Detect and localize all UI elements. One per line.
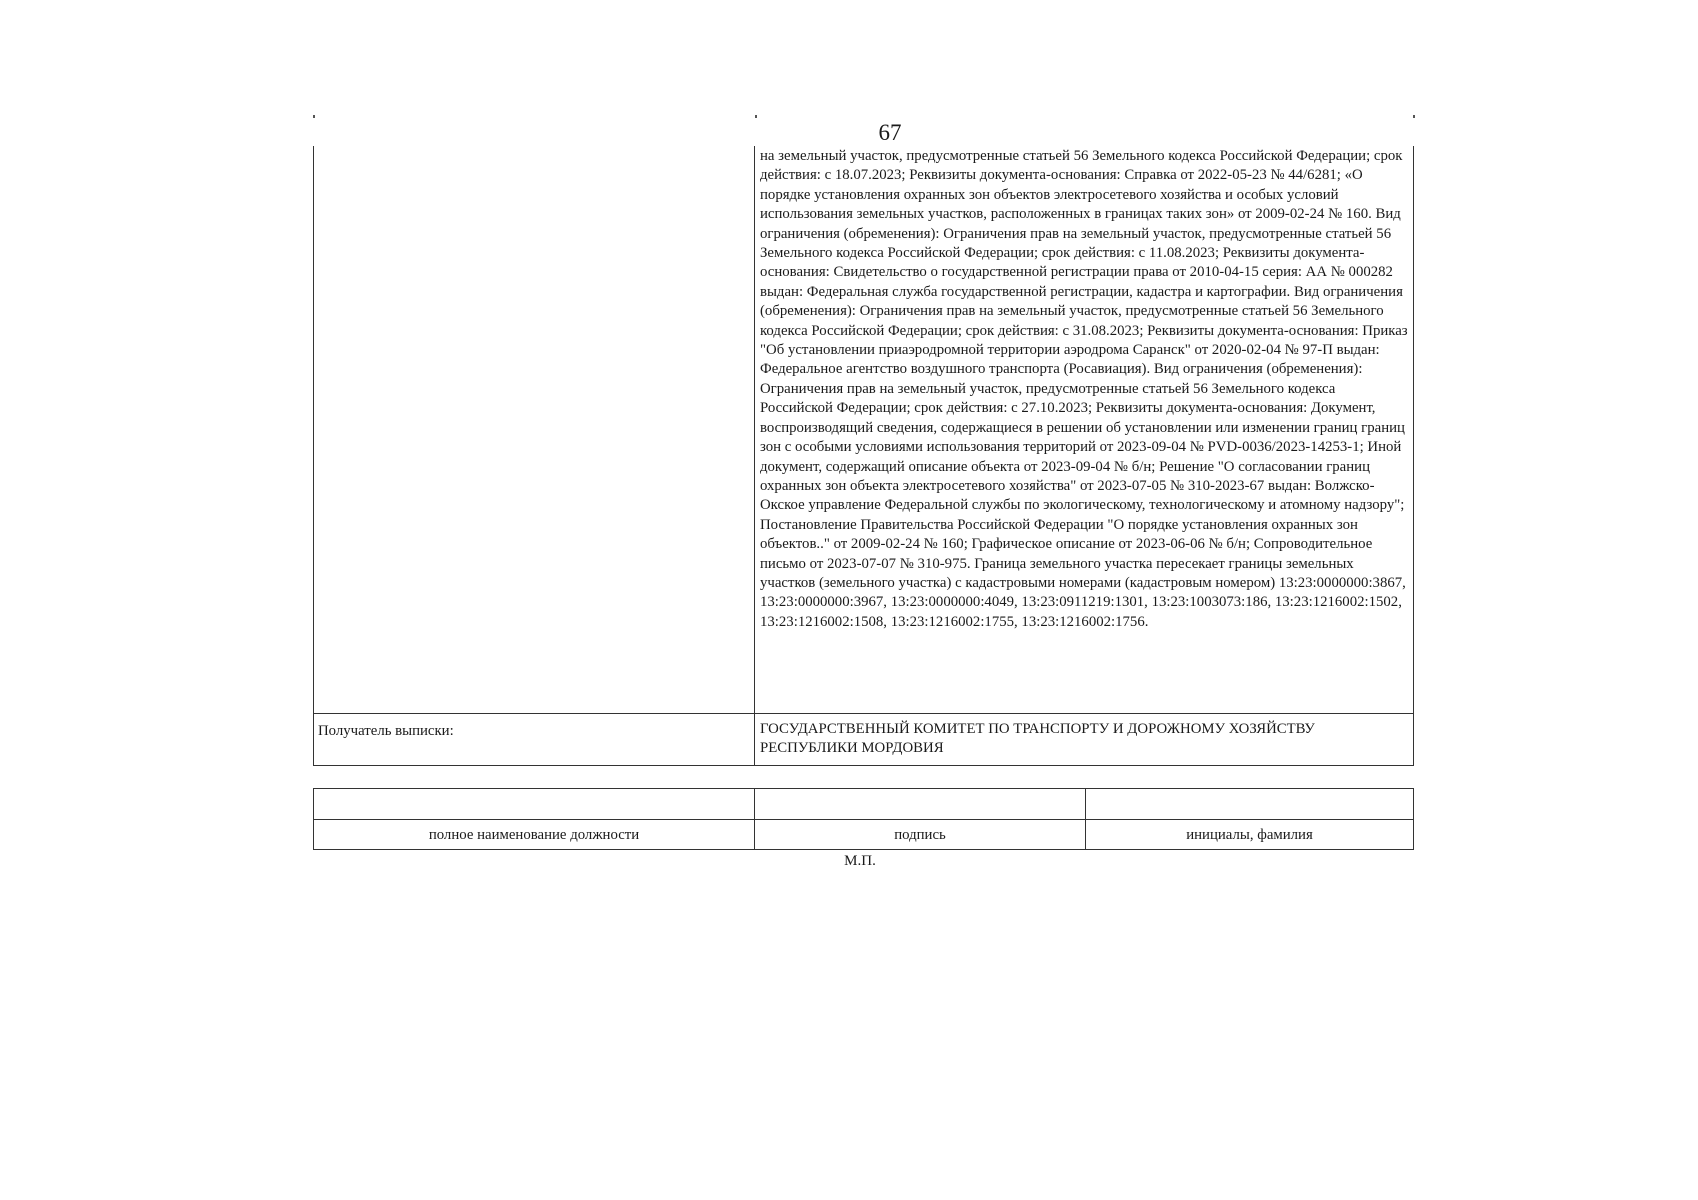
empty-label-cell [314,146,755,713]
restrictions-table [313,146,1414,766]
table-row [314,820,1414,850]
position-caption: полное наименование должности [314,820,755,850]
table-row [314,713,1414,765]
corner-mark [313,115,315,118]
recipient-label: Получатель выписки: [314,713,755,765]
corner-mark [755,115,757,118]
corner-mark [1413,115,1415,118]
page-number: 67 [878,120,902,145]
name-field [1086,789,1414,820]
signature-caption: подпись [755,820,1086,850]
name-caption: инициалы, фамилия [1086,820,1414,850]
recipient-value: ГОСУДАРСТВЕННЫЙ КОМИТЕТ ПО ТРАНСПОРТУ И ДОРОЖНОМУ ХОЗЯЙСТВУ РЕСПУБЛИКИ МОРДОВИЯ [755,713,1414,765]
table-row [314,146,1414,713]
restrictions-text: на земельный участок, предусмотренные статьей 56 Земельного кодекса Российской Федерации; срок действия: с 18.07.2023; Реквизиты документа-основания: Справка от 2022-05-23 № 44/6281; «О порядке установления охранных зон объектов электросетевого хозяйства и особых условий использования земельных участков, расположенных в границах таких зон» от 2009-02-24 № 160. Вид ограничения (обременения): Ограничения прав на земельный участок, предусмотренные статьей 56 Земельного кодекса Российской Федерации; срок действия: с 11.08.2023; Реквизиты документа-основания: Свидетельство о государственной регистрации права от 2010-04-15 серия: АА № 000282 выдан: Федеральная служба государственной регистрации, кадастра и картографии. Вид ограничения (обременения): Ограничения прав на земельный участок, предусмотренные статьей 56 Земельного кодекса Российской Федерации; срок действия: с 31.08.2023; Реквизиты документа-основания: Приказ "Об установлении приаэродромной территории аэродрома Саранск" от 2020-02-04 № 97-П выдан: Федеральное агентство воздушного транспорта (Росавиация). Вид ограничения (обременения): Ограничения прав на земельный участок, предусмотренные статьей 56 Земельного кодекса Российской Федерации; срок действия: с 27.10.2023; Реквизиты документа-основания: Документ, воспроизводящий сведения, содержащиеся в решении об установлении или изменении границ границ зон с особыми условиями использования территорий от 2023-09-04 № PVD-0036/2023-14253-1; Иной документ, содержащий описание объекта от 2023-09-04 № б/н; Решение "О согласовании границ охранных зон объекта электросетевого хозяйства" от 2023-07-05 № 310-2023-67 выдан: Волжско-Окское управление Федеральной службы по экологическому, технологическому и атомному надзору"; Постановление Правительства Российской Федерации "О порядке установления охранных зон объектов.." от 2009-02-24 № 160; Графическое описание от 2023-06-06 № б/н; Сопроводительное письмо от 2023-07-07 № 310-975. Граница земельного участка пересекает границы земельных участков (земельного участка) с кадастровыми номерами (кадастровым номером) 13:23:0000000:3867, 13:23:0000000:3967, 13:23:0000000:4049, 13:23:0911219:1301, 13:23:1003073:186, 13:23:1216002:1502, 13:23:1216002:1508, 13:23:1216002:1755, 13:23:1216002:1756. [755,146,1414,713]
position-field [314,789,755,820]
table-row [314,789,1414,820]
stamp-label: М.П. [844,853,876,869]
signature-field [755,789,1086,820]
signature-table [313,788,1414,850]
